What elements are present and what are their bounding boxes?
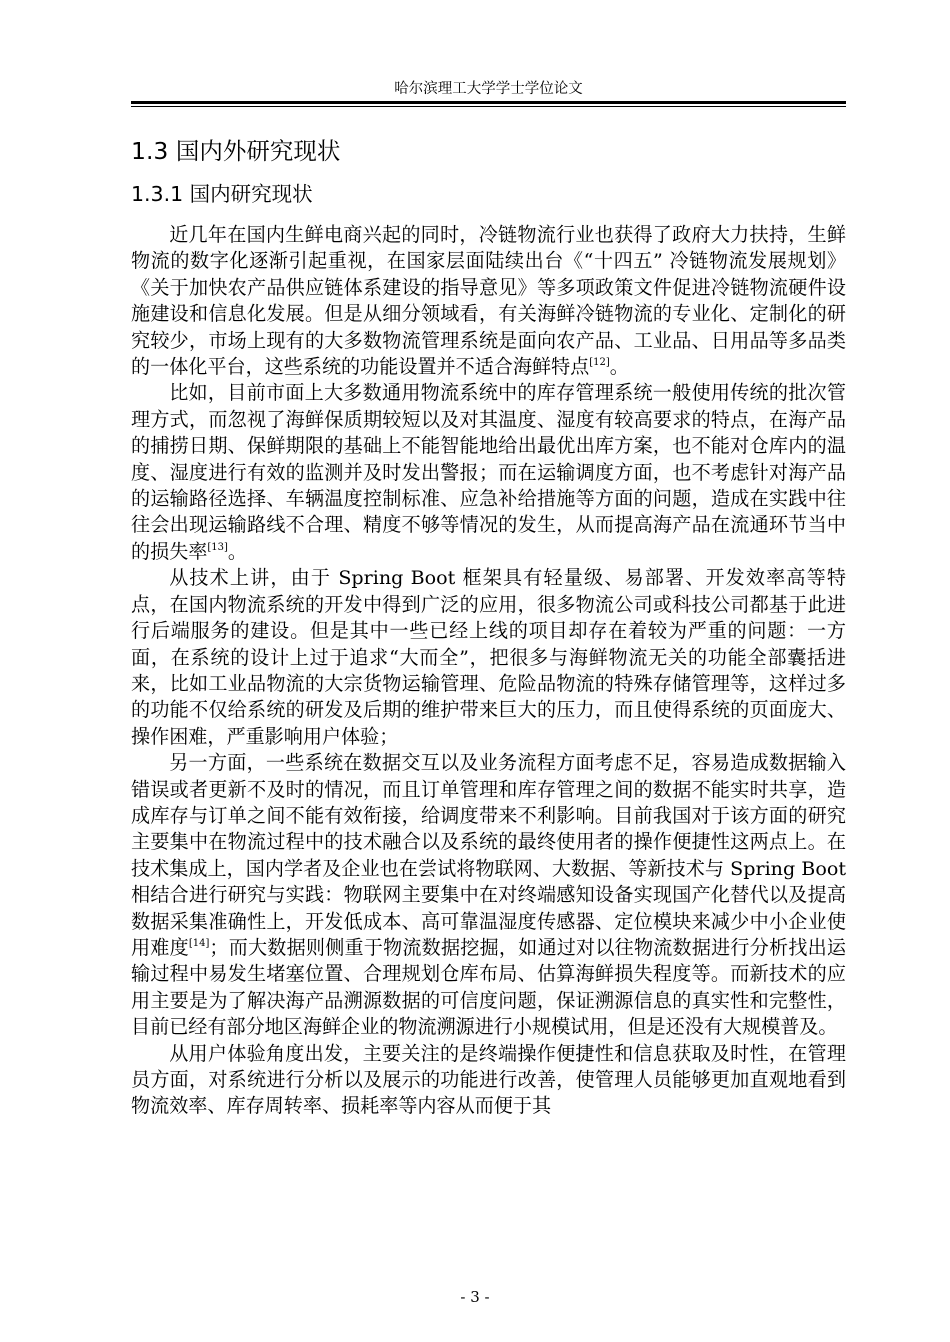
paragraph-4: 另一方面，一些系统在数据交互以及业务流程方面考虑不足，容易造成数据输入错误或者更新不及时的情况，而且订单管理和库存管理之间的数据不能实时共享，造成库存与订单之间不能有效衔接，给调度带来不利影响。目前我国对于该方面的研究主要集中在物流过程中的技术融合以及系统的最终使用者的操作便捷性这两点上。在技术集成上，国内学者及企业也在尝试将物联网、大数据、等新技术与 Spring Boot 相结合进行研究与实践：物联网主要集中在对终端感知设备实现国产化替代以及提高数据采集准确性上，开发低成本、高可靠温湿度传感器、定位模块来减少中小企业使用难度[14]；而大数据则侧重于物流数据挖掘，如通过对以往物流数据进行分析找出运输过程中易发生堵塞位置、合理规划仓库布局、估算海鲜损失程度等。而新技术的应用主要是为了解决海产品溯源数据的可信度问题，保证溯源信息的真实性和完整性，目前已经有部分地区海鲜企业的物流溯源进行小规模试用，但是还没有大规模普及。	[131, 751, 847, 1039]
paragraph-3: 从技术上讲，由于 Spring Boot 框架具有轻量级、易部署、开发效率高等特点，在国内物流系统的开发中得到广泛的应用，很多物流公司或科技公司都基于此进行后端服务的建设。但是其中一些已经上线的项目却存在着较为严重的问题：一方面，在系统的设计上过于追求“大而全”，把很多与海鲜物流无关的功能全部囊括进来，比如工业品物流的大宗货物运输管理、危险品物流的特殊存储管理等，这样过多的功能不仅给系统的研发及后期的维护带来巨大的压力，而且使得系统的页面庞大、操作困难，严重影响用户体验；	[131, 566, 846, 748]
header-rule-thin	[131, 106, 846, 107]
paragraph-1: 近几年在国内生鲜电商兴起的同时，冷链物流行业也获得了政府大力扶持，生鲜物流的数字化逐渐引起重视，在国家层面陆续出台《“十四五” 冷链物流发展规划》《关于加快农产品供应链体系建设的指导意见》等多项政策文件促进冷链物流硬件设施建设和信息化发展。但是从细分领域看，有关海鲜冷链物流的专业化、定制化的研究较少，市场上现有的大多数物流管理系统是面向农产品、工业品、日用品等多品类的一体化平台，这些系统的功能设置并不适合海鲜特点[12]。	[131, 223, 846, 379]
citation: [12]	[589, 357, 610, 369]
citation: [13]	[207, 541, 228, 553]
body-text	[131, 222, 846, 1120]
subsection-heading: 1.3.1 国内研究现状	[131, 182, 313, 206]
paragraph-5: 从用户体验角度出发，主要关注的是终端操作便捷性和信息获取及时性，在管理员方面，对系统进行分析以及展示的功能进行改善，使管理人员能够更加直观地看到物流效率、库存周转率、损耗率等内容从而便于其	[131, 1041, 846, 1118]
citation: [14]	[188, 937, 210, 949]
section-heading: 1.3 国内外研究现状	[131, 137, 341, 165]
paragraph-2: 比如，目前市面上大多数通用物流系统中的库存管理系统一般使用传统的批次管理方式，而忽视了海鲜保质期较短以及对其温度、湿度有较高要求的特点，在海产品的捕捞日期、保鲜期限的基础上不能智能地给出最优出库方案，也不能对仓库内的温度、湿度进行有效的监测并及时发出警报；而在运输调度方面，也不考虑针对海产品的运输路径选择、车辆温度控制标准、应急补给措施等方面的问题，造成在实践中往往会出现运输路线不合理、精度不够等情况的发生，从而提高海产品在流通环节当中的损失率[13]。	[131, 381, 846, 563]
page-number: - 3 -	[460, 1288, 490, 1306]
running-header: 哈尔滨理工大学学士学位论文	[394, 81, 583, 97]
header-rule-thick	[131, 101, 846, 104]
